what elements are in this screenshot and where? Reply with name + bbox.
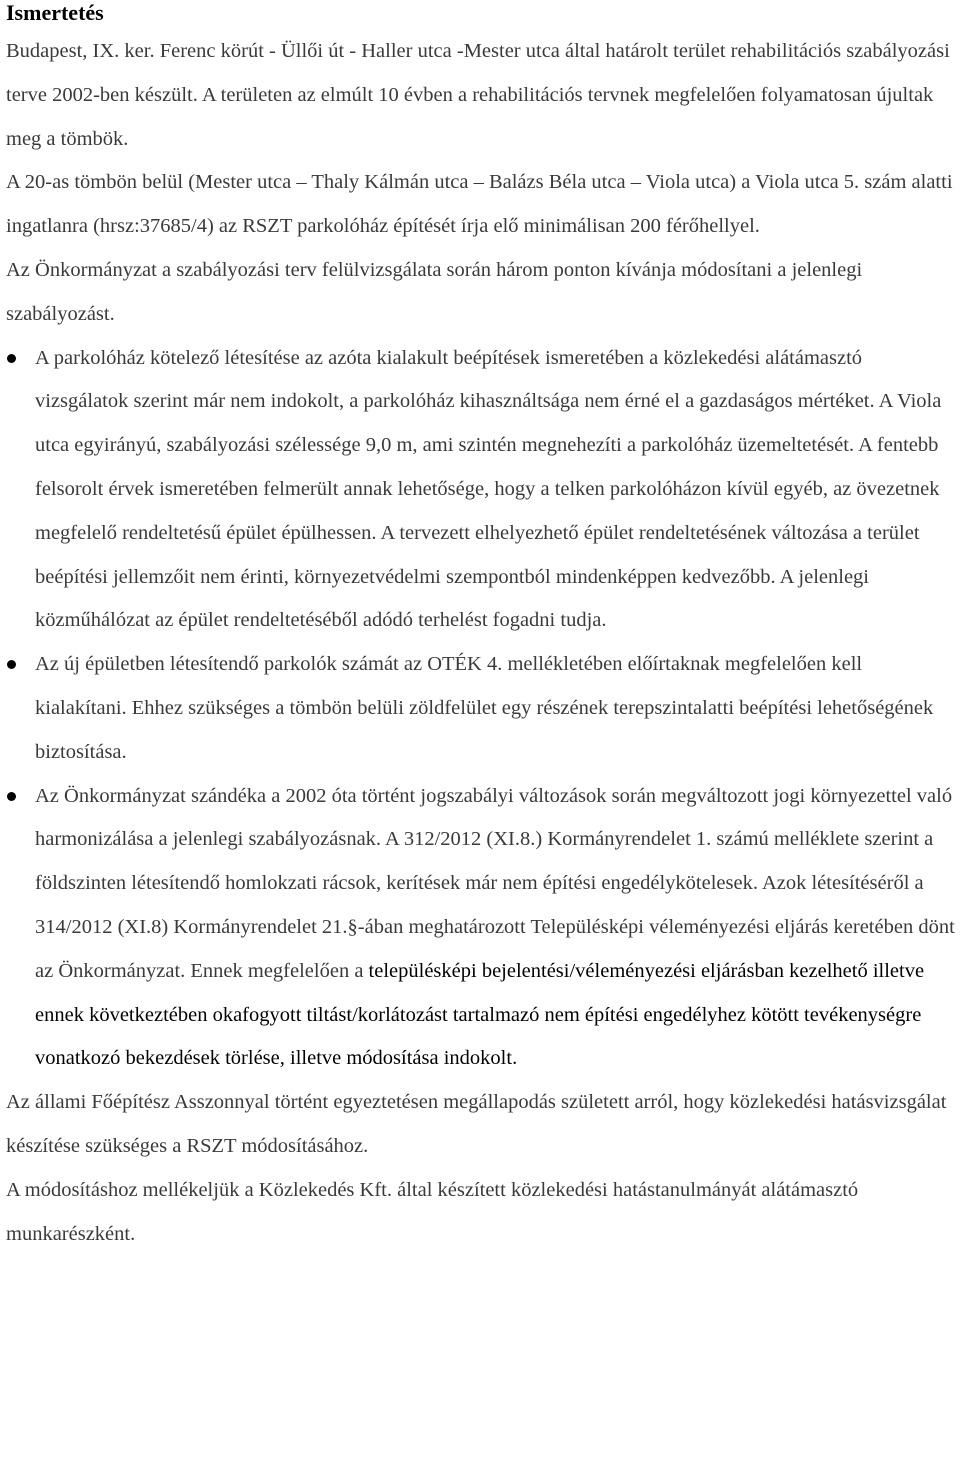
intro-paragraph-3: Az Önkormányzat a szabályozási terv felülvizsgálata során három ponton kívánja módosítani a jelenlegi szabályozást. xyxy=(6,258,863,325)
closing-paragraph-1: Az állami Főépítész Asszonnyal történt egyeztetésen megállapodás született arról, hogy közlekedési hatásvizsgálat készítése szükséges a RSZT módosításához. xyxy=(6,1091,947,1157)
closing-paragraph-2: A módosításhoz mellékeljük a Közlekedés Kft. által készített közlekedési hatástanulmányát alátámasztó munkarészként. xyxy=(6,1178,859,1245)
bullet-item-parking-spaces xyxy=(6,643,956,774)
intro-paragraph-2: A 20-as tömbön belül (Mester utca – Thaly Kálmán utca – Balázs Béla utca – Viola utca) a Viola utca 5. szám alatti ingatlanra (hrsz:37685/4) az RSZT parkolóház építését írja elő minimálisan 200 férőhellyel. xyxy=(6,171,953,238)
bullet-text: Az új épületben létesítendő parkolók számát az OTÉK 4. mellékletében előírtaknak megfelelően kell kialakítani. Ehhez szükséges a tömbön belüli zöldfelület egy részének terepszintalatti beépítési lehetőségének biztosítása. xyxy=(35,653,934,763)
bullet-dot-icon xyxy=(7,792,16,801)
bullet-dot-icon xyxy=(7,660,16,669)
bullet-item-parking-garage xyxy=(6,337,956,644)
bullet-item-legal-harmonization xyxy=(6,775,956,1082)
bullet-emphasis-text: településképi bejelentési/véleményezési eljárásban kezelhető illetve ennek következtében okafogyott tiltást/korlátozást tartalmazó nem építési engedélyhez kötött tevékenységre vonatkozó bekezdések törlése, illetve módosítása indokolt. xyxy=(35,959,925,1070)
document-heading: Ismertetés xyxy=(6,0,104,25)
bullet-dot-icon xyxy=(7,354,16,363)
bullet-text: Az Önkormányzat szándéka a 2002 óta történt jogszabályi változások során megváltozott jogi környezettel való harmonizálása a jelenlegi szabályozásnak. A 312/2012 (XI.8.) Kormányrendelet 1. számú melléklete szerint a földszinten létesítendő homlokzati rácsok, kerítések már nem építési engedélykötelesek. Azok létesítéséről a 314/2012 (XI.8) Kormányrendelet 21.§-ában meghatározott Településképi véleményezési eljárás keretében dönt az Önkormányzat. Ennek megfelelően a xyxy=(35,784,955,982)
intro-paragraph-1: Budapest, IX. ker. Ferenc körút - Üllői út - Haller utca -Mester utca által határolt terület rehabilitációs szabályozási terve 2002-ben készült. A területen az elmúlt 10 évben a rehabilitációs tervnek megfelelően folyamatosan újultak meg a tömbök. xyxy=(6,40,950,150)
bullet-list xyxy=(6,337,956,1082)
document-page xyxy=(6,0,956,1256)
bullet-text: A parkolóház kötelező létesítése az azóta kialakult beépítések ismeretében a közlekedési alátámasztó vizsgálatok szerint már nem indokolt, a parkolóház kihasználtsága nem érné el a gazdaságos mértéket. A Viola utca egyirányú, szabályozási szélessége 9,0 m, ami szintén megnehezíti a parkolóház üzemeltetését. A fentebb felsorolt érvek ismeretében felmerült annak lehetősége, hogy a telken parkolóházon kívül egyéb, az övezetnek megfelelő rendeltetésű épület épülhessen. A tervezett elhelyezhető épület rendeltetésének változása a terület beépítési jellemzőit nem érinti, környezetvédelmi szempontból mindenképpen kedvezőbb. A jelenlegi közműhálózat az épület rendeltetéséből adódó terhelést fogadni tudja. xyxy=(35,346,942,632)
